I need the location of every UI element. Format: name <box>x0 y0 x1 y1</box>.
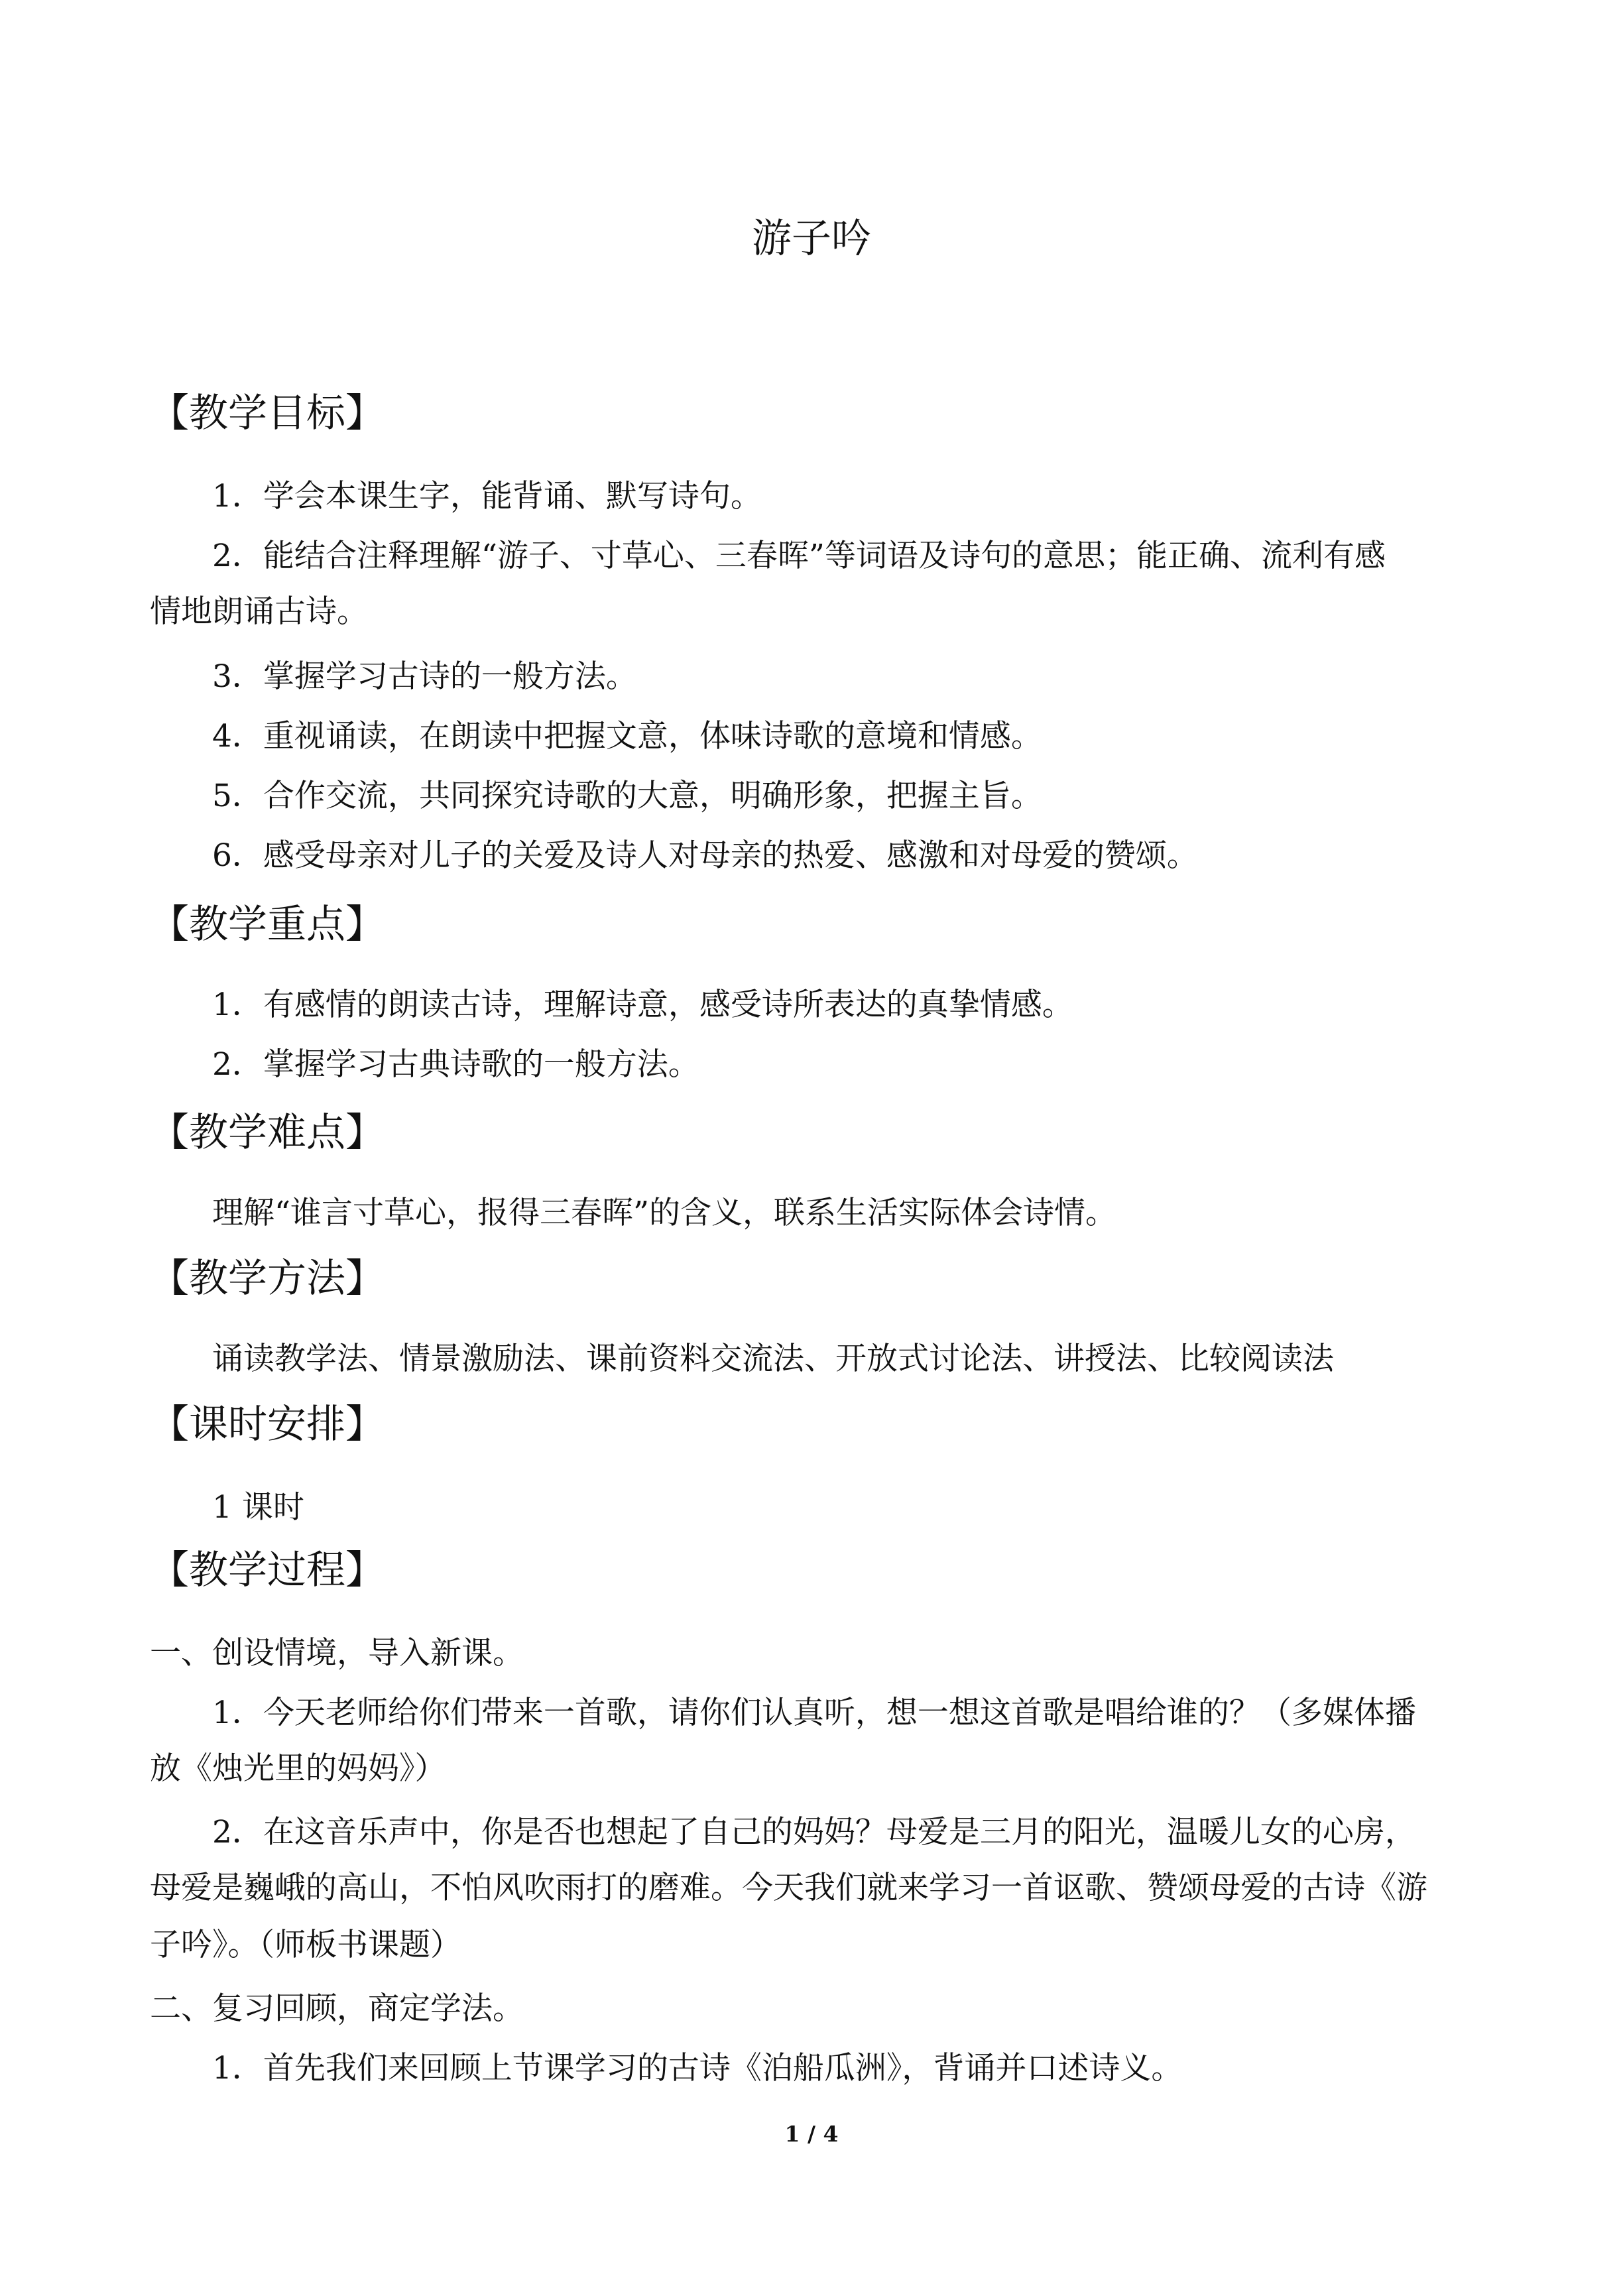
process-item: 一、创设情境，导入新课。 <box>150 1635 524 1671</box>
objective-item: 5．合作交流，共同探究诗歌的大意，明确形象，把握主旨。 <box>212 778 1042 814</box>
section-heading-objectives: 【教学目标】 <box>150 390 385 436</box>
process-item: 2．在这音乐声中，你是否也想起了自己的妈妈？母爱是三月的阳光，温暖儿女的心房， <box>212 1814 1416 1850</box>
objective-item: 1．学会本课生字，能背诵、默写诗句。 <box>212 478 762 514</box>
objective-item: 2．能结合注释理解“游子、寸草心、三春晖”等词语及诗句的意思；能正确、流利有感 <box>212 538 1386 574</box>
objective-item: 6．感受母亲对儿子的关爱及诗人对母亲的热爱、感激和对母爱的赞颂。 <box>212 837 1198 874</box>
process-item: 放《烛光里的妈妈》） <box>150 1750 446 1787</box>
process-item: 1．今天老师给你们带来一首歌，请你们认真听，想一想这首歌是唱给谁的？（多媒体播 <box>212 1695 1416 1731</box>
objective-item: 4．重视诵读，在朗读中把握文意，体味诗歌的意境和情感。 <box>212 718 1042 755</box>
document-title: 游子吟 <box>752 215 871 262</box>
key-point-item: 1．有感情的朗读古诗，理解诗意，感受诗所表达的真挚情感。 <box>212 987 1073 1023</box>
process-item: 母爱是巍峨的高山，不怕风吹雨打的磨难。今天我们就来学习一首讴歌、赞颂母爱的古诗《游 <box>150 1870 1427 1906</box>
key-point-item: 2．掌握学习古典诗歌的一般方法。 <box>212 1046 699 1083</box>
objective-item: 3．掌握学习古诗的一般方法。 <box>212 658 637 695</box>
section-heading-key-points: 【教学重点】 <box>150 901 385 947</box>
difficulty-item: 理解“谁言寸草心，报得三春晖”的含义，联系生活实际体会诗情。 <box>212 1195 1117 1231</box>
section-heading-difficulties: 【教学难点】 <box>150 1109 385 1155</box>
page-number: 1 / 4 <box>784 2121 839 2147</box>
schedule-item: 1 课时 <box>212 1489 304 1526</box>
section-heading-schedule: 【课时安排】 <box>150 1401 385 1447</box>
process-item: 1．首先我们来回顾上节课学习的古诗《泊船瓜洲》，背诵并口述诗义。 <box>212 2050 1183 2086</box>
section-heading-methods: 【教学方法】 <box>150 1255 385 1301</box>
method-item: 诵读教学法、情景激励法、课前资料交流法、开放式讨论法、讲授法、比较阅读法 <box>212 1341 1334 1377</box>
section-heading-process: 【教学过程】 <box>150 1547 385 1593</box>
process-item: 子吟》。（师板书课题） <box>150 1927 461 1963</box>
objective-item: 情地朗诵古诗。 <box>150 593 368 630</box>
process-item: 二、复习回顾，商定学法。 <box>150 1990 524 2027</box>
